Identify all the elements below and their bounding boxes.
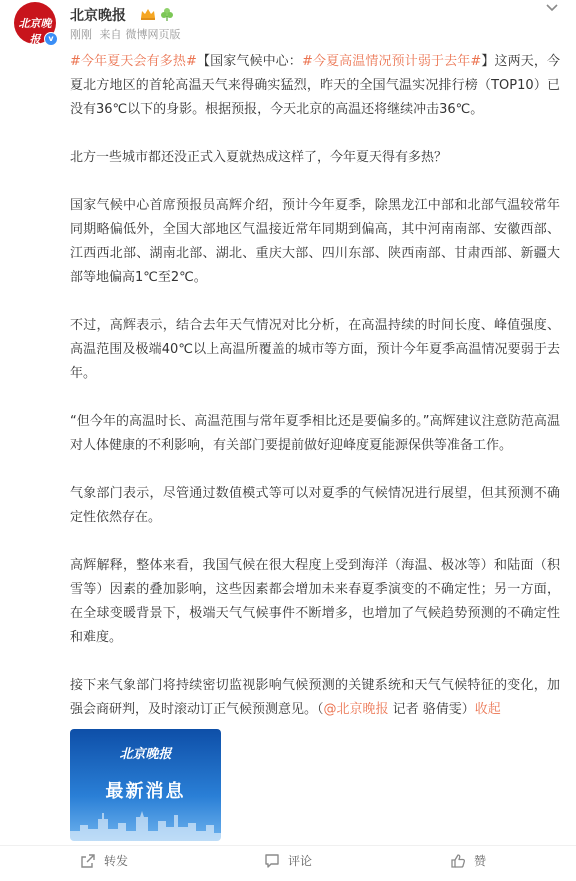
post-meta [70, 26, 185, 42]
paragraph-3: 国家气候中心首席预报员高辉介绍，预计今年夏季，除黑龙江中部和北部气温较常年同期略偏低外，全国大部地区气温接近常年同期到偏高，其中河南南部、安徽西部、江西西北部、湖南北部、湖北、重庆大部、四川东部、陕西南部、甘肃西部、新疆大部等地偏高1℃至2℃。 [70, 198, 560, 285]
paragraph-2: 北方一些城市都还没正式入夏就热成这样了，今年夏天得有多热？ [70, 150, 448, 165]
collapse-link[interactable]: 收起 [474, 702, 501, 717]
post-content [70, 50, 560, 722]
paragraph-text: 接下来气象部门将持续密切监视影响气候预测的关键系统和天气气候特征的变化，加强会商研判，及时滚动订正气候预测意见。（ [70, 678, 560, 717]
repost-button[interactable] [80, 852, 128, 869]
paragraph-text: 】这两天，今夏北方地区的首轮高温天气来得确实猛烈，昨天的全国气温实况排行榜（TOP10）已没有36℃以下的身影。根据预报，今天北京的高温还将继续冲击36℃。 [70, 54, 560, 117]
comment-label: 评论 [288, 854, 313, 868]
post-time[interactable]: 刚刚 [70, 28, 92, 41]
paragraph-8 [70, 674, 560, 722]
image-title: 最新消息 [105, 781, 186, 802]
action-bar [0, 845, 576, 875]
post-image[interactable] [70, 729, 221, 841]
like-icon [450, 853, 466, 869]
like-button[interactable] [450, 852, 486, 869]
paragraph-4: 不过，高辉表示，结合去年天气情况对比分析，在高温持续的时间长度、峰值强度、高温范围及极端40℃以上高温所覆盖的城市等方面，预计今年夏季高温情况要弱于去年。 [70, 318, 560, 381]
repost-icon [80, 853, 96, 869]
avatar-logo-subtext: BEIJING EVENING NEWS [14, 48, 56, 52]
skyline-graphic [70, 807, 221, 841]
comment-icon [264, 853, 280, 869]
paragraph-text: 记者 骆倩雯） [388, 702, 475, 717]
comment-button[interactable] [264, 852, 312, 869]
post-source: 微博网页版 [125, 28, 181, 41]
image-logo-text: 北京晚报 [119, 747, 172, 762]
crown-icon[interactable] [140, 8, 156, 20]
hashtag-link[interactable]: #今年夏天会有多热# [70, 54, 197, 69]
paragraph-text: 【国家气候中心： [196, 54, 302, 69]
like-label: 赞 [474, 854, 487, 868]
repost-label: 转发 [104, 854, 129, 868]
mention-link[interactable]: @北京晚报 [323, 702, 389, 717]
paragraph-5: “但今年的高温时长、高温范围与常年夏季相比还是要偏多的。”高辉建议注意防范高温对人体健康的不利影响，有关部门要提前做好迎峰度夏能源保供等准备工作。 [70, 414, 560, 453]
clover-icon[interactable] [160, 7, 174, 21]
paragraph-1 [70, 50, 560, 122]
post-header [14, 2, 562, 52]
source-prefix: 来自 [99, 28, 122, 41]
hashtag-link[interactable]: #今夏高温情况预计弱于去年# [301, 54, 482, 69]
paragraph-6: 气象部门表示，尽管通过数值模式等可以对夏季的气候情况进行展望，但其预测不确定性依然存在。 [70, 486, 560, 525]
avatar-logo-text: 北京晚报 [18, 17, 52, 46]
verified-icon: v [44, 32, 58, 46]
more-icon[interactable] [544, 2, 560, 14]
paragraph-7: 高辉解释，整体来看，我国气候在很大程度上受到海洋（海温、极冰等）和陆面（积雪等）因素的叠加影响，这些因素都会增加未来春夏季演变的不确定性；另一方面，在全球变暖背景下，极端天气气候事件不断增多，也增加了气候趋势预测的不确定性和难度。 [70, 558, 560, 645]
author-name[interactable]: 北京晚报 [70, 8, 126, 24]
